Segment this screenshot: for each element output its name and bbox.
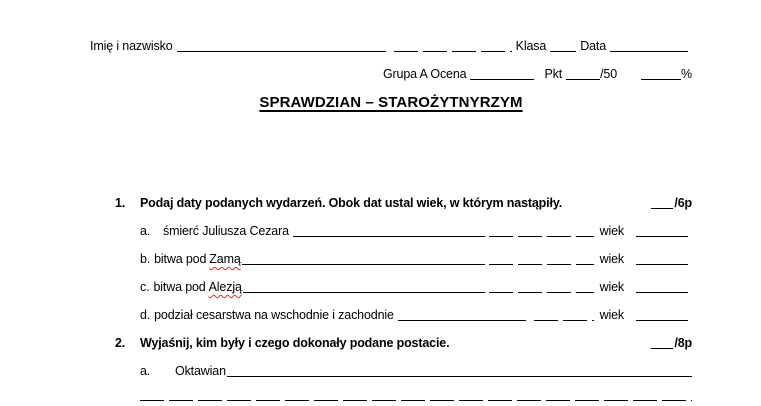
answer-blank-line[interactable] <box>398 309 526 321</box>
item-letter: a. <box>140 364 151 378</box>
percent-blank-line[interactable] <box>641 68 681 80</box>
answer-blank-line[interactable] <box>227 365 692 377</box>
question-2-text: Wyjaśnij, kim były i czego dokonały podane postacie. <box>140 336 450 350</box>
wiek-blank-line[interactable] <box>636 281 688 293</box>
item-text: bitwa pod <box>153 280 206 294</box>
item-text: Oktawian <box>175 364 226 378</box>
question-1 <box>115 195 692 211</box>
misspelled-word: Alezją <box>208 280 242 294</box>
question-1-item-c <box>140 279 692 295</box>
pkt-denominator: /50 <box>600 67 618 81</box>
klasa-label: Klasa <box>515 39 547 53</box>
wiek-blank-line[interactable] <box>636 309 688 321</box>
answer-continuation-line <box>140 387 692 399</box>
document-page <box>0 38 761 406</box>
name-label: Imię i nazwisko <box>90 39 173 53</box>
item-text: śmierć Juliusza Cezara <box>163 224 289 238</box>
name-blank-line-gapped[interactable] <box>394 40 512 52</box>
wiek-label: wiek <box>599 280 624 294</box>
test-title: SPRAWDZIAN – STAROŻYTNYRZYM <box>259 94 523 111</box>
question-1-item-d <box>140 307 692 323</box>
answer-blank-line-gapped[interactable] <box>489 253 594 265</box>
item-letter: c. <box>140 280 150 294</box>
question-1-item-a <box>140 223 692 239</box>
answer-blank-line[interactable] <box>293 225 485 237</box>
wiek-blank-line[interactable] <box>636 253 688 265</box>
question-1-points-label: /6p <box>674 196 692 210</box>
answer-blank-line[interactable] <box>243 281 485 293</box>
question-1-number: 1. <box>115 196 126 210</box>
answer-blank-line[interactable] <box>242 253 485 265</box>
answer-blank-line-gapped[interactable] <box>140 389 692 401</box>
ocena-blank-line[interactable] <box>470 68 534 80</box>
question-2-item-a <box>140 363 692 379</box>
wiek-blank-line[interactable] <box>636 225 688 237</box>
data-label: Data <box>580 39 606 53</box>
pkt-blank-line[interactable] <box>566 68 600 80</box>
question-1-item-b <box>140 251 692 267</box>
name-class-date-line <box>0 38 761 54</box>
wiek-label: wiek <box>599 224 624 238</box>
item-text: podział cesarstwa na wschodnie i zachodnie <box>154 308 394 322</box>
answer-blank-line-gapped[interactable] <box>489 281 594 293</box>
wiek-label: wiek <box>599 252 624 266</box>
question-1-text: Podaj daty podanych wydarzeń. Obok dat ustal wiek, w którym nastąpiły. <box>140 196 563 210</box>
question-1-points <box>650 195 692 211</box>
pkt-label: Pkt <box>544 67 563 81</box>
grupa-ocena-label: Grupa A Ocena <box>382 67 467 81</box>
wiek-label: wiek <box>599 308 624 322</box>
item-letter: a. <box>140 224 151 238</box>
title-row <box>0 92 761 114</box>
item-letter: d. <box>140 308 151 322</box>
question-2-number: 2. <box>115 336 126 350</box>
item-text: bitwa pod <box>154 252 207 266</box>
misspelled-word: Zamą <box>209 252 241 266</box>
answer-blank-line-gapped[interactable] <box>489 225 594 237</box>
item-letter: b. <box>140 252 151 266</box>
percent-sign: % <box>681 67 692 81</box>
questions-section <box>0 195 761 399</box>
data-blank-line[interactable] <box>610 40 688 52</box>
question-2-points-label: /8p <box>674 336 692 350</box>
question-2-points-blank[interactable] <box>651 337 673 349</box>
question-2 <box>115 335 692 351</box>
answer-blank-line-gapped[interactable] <box>534 309 594 321</box>
name-blank-line[interactable] <box>177 40 386 52</box>
group-grade-points-line <box>0 66 761 82</box>
klasa-blank-line[interactable] <box>550 40 576 52</box>
question-2-points <box>650 335 692 351</box>
question-1-points-blank[interactable] <box>651 197 673 209</box>
